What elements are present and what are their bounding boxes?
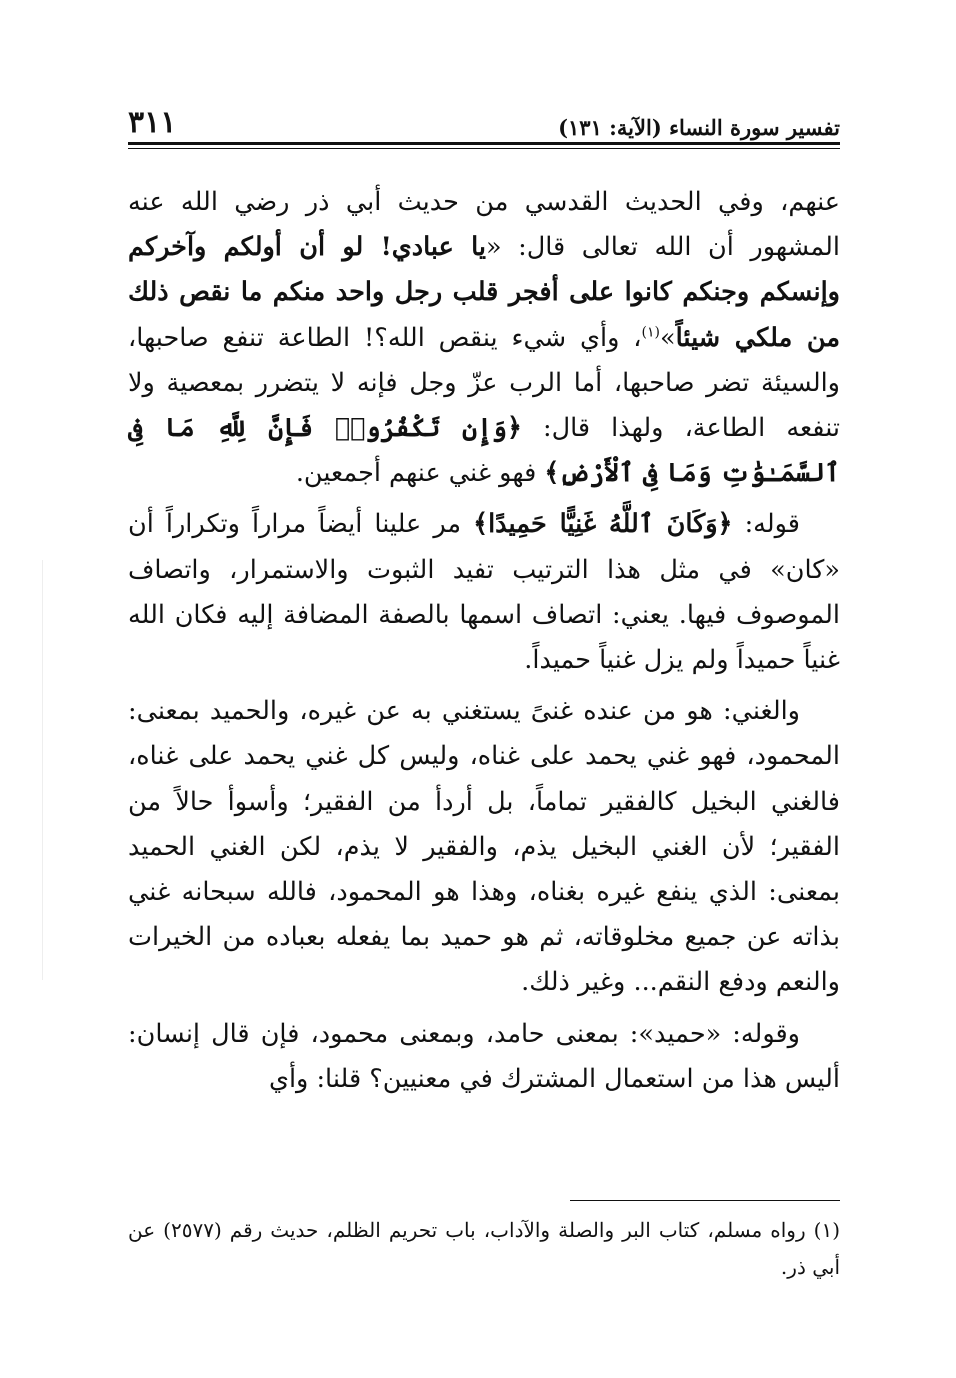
header-rule-thick [128, 142, 840, 145]
paragraph-1 [128, 180, 840, 496]
footnote-separator [570, 1200, 840, 1201]
paragraph-3: والغني: هو من عنده غنىً يستغني به عن غيره، والحميد بمعنى: المحمود، فهو غني يحمد على غناه، وليس كل غني يحمد على غناه، فالغني البخيل كالفقير تماماً، بل أردأ من الفقير؛ وأسوأ حالاً من الفقير؛ لأن الغني البخيل يذم، والفقير لا يذم، لكن الغني الحميد بمعنى: الذي ينفع غيره بغناه، وهذا هو المحمود، فالله سبحانه غني بذاته عن جميع مخلوقاته، ثم هو حميد بما يفعله بعباده من الخيرات والنعم ودفع النقم... وغير ذلك. [128, 696, 840, 998]
footnote-ref: (١) [641, 324, 660, 341]
paragraph-2-text-b: مر علينا أيضاً مراراً وتكراراً أن «كان» في مثل هذا الترتيب تفيد الثبوت والاستمرار، واتصاف الموصوف فيها. يعني: اتصاف اسمها بالصفة المضافة إليه فكان الله غنياً حميداً ولم يزل غنياً حميداً. [128, 509, 840, 676]
main-text [128, 180, 840, 1102]
quran-verse-1: ﴿وَإِن تَكْفُرُوا۟ فَإِنَّ لِلَّهِ مَا فِى ٱلسَّمَـٰوَٰتِ وَمَا فِى ٱلْأَرْضِ﴾ [128, 413, 840, 489]
running-title: تفسير سورة النساء (الآية: ١٣١) [558, 115, 840, 140]
quran-verse-2: ﴿وَكَانَ ٱللَّهُ غَنِيًّا حَمِيدًا﴾ [473, 509, 733, 540]
footnotes [128, 1212, 840, 1286]
paragraph-1-text-b: » [660, 322, 676, 353]
paragraph-1-text-a: عنهم، وفي الحديث القدسي من حديث أبي ذر رضي الله عنه المشهور أن الله تعالى قال: « [128, 187, 840, 263]
page-header [128, 96, 840, 140]
paragraph-2 [128, 502, 840, 683]
page-number: ٣١١ [128, 105, 177, 140]
paragraph-4: وقوله: «حميد»: بمعنى حامد، وبمعنى محمود، فإن قال إنسان: أليس هذا من استعمال المشترك في معنيين؟ قلنا: وأي [128, 1018, 840, 1094]
hadith-quote: يا عبادي! لو أن أولكم وآخركم وإنسكم وجنكم كانوا على أفجر قلب رجل واحد منكم ما نقص ذلك من ملكي شيئاً [128, 232, 840, 353]
footnote-1: (١) رواه مسلم، كتاب البر والصلة والآداب، باب تحريم الظلم، حديث رقم (٢٥٧٧) عن أبي ذر. [128, 1218, 840, 1279]
paragraph-2-text-a: قوله: [732, 509, 800, 540]
header-rule-thin [128, 148, 840, 149]
paragraph-1-text-c: ، وأي شيء ينقص الله؟! الطاعة تنفع صاحبها، والسيئة تضر صاحبها، أما الرب عزّ وجل فإنه لا يتضرر بمعصية ولا تنفعه الطاعة، ولهذا قال: [128, 322, 840, 444]
paragraph-1-text-d: فهو غني عنهم أجمعين. [295, 458, 545, 489]
scan-margin-shadow [42, 560, 43, 980]
